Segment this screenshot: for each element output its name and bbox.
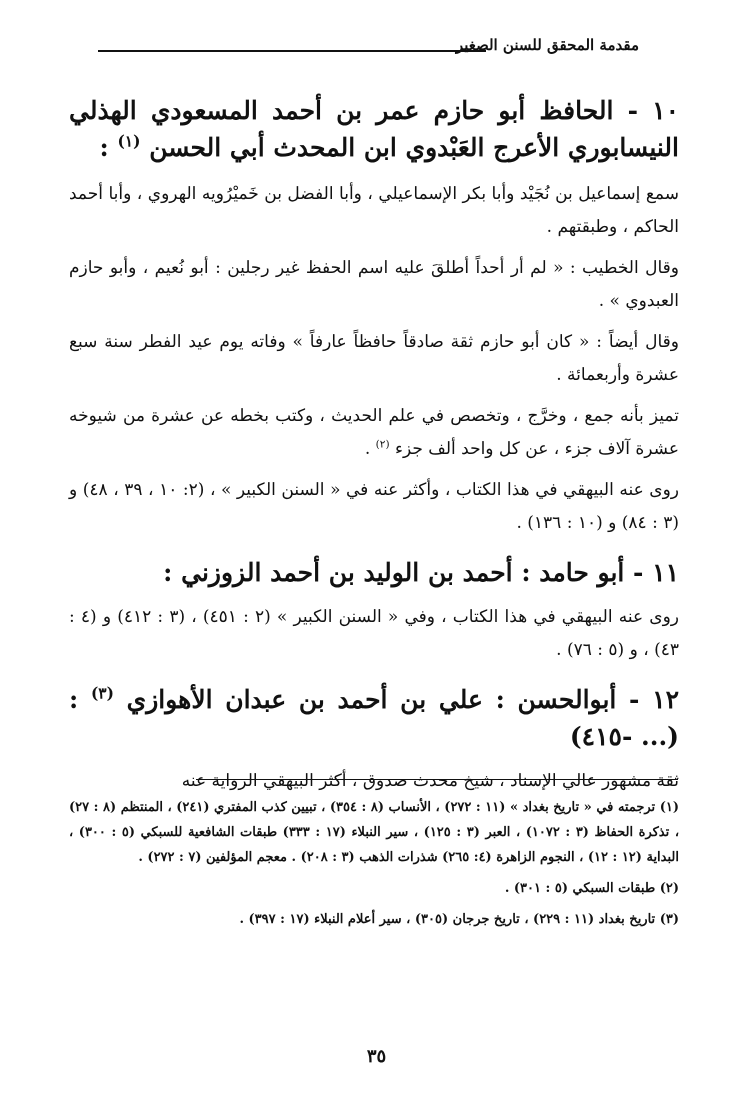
page-number: ٣٥ bbox=[366, 1046, 387, 1067]
entry-heading-11: ١١ - أبو حامد : أحمد بن الوليد بن أحمد الزوزني : bbox=[163, 558, 679, 587]
footnote-1: (١) ترجمته في « تاريخ بغداد » (١١ : ٢٧٢) ، الأنساب (٨ : ٣٥٤) ، تبيين كذب المفتري (٢٤١) ، المنتظم (٨ : ٢٧) ، تذكرة الحفاظ (٣ : ١٠٧٢) ، العبر (٣ : ١٢٥) ، سير النبلاء (١٧ : ٣٣٣) طبقات الشافعية للسبكي (٥ : ٣٠٠) ، البداية (١٢ : ١٢) ، النجوم الزاهرة (٤: ٢٦٥) شذرات الذهب (٣ : ٢٠٨) . معجم المؤلفين (٧ : ٢٧٢) . bbox=[69, 800, 680, 865]
entry-10-paragraph-1: سمع إسماعيل بن نُجَيْد وأبا بكر الإسماعيلي ، وأبا الفضل بن خَميْرُويه الهروي ، وأبا أحمد الحاكم ، وطبقتهم . bbox=[69, 184, 679, 237]
entry-10-paragraph-5: روى عنه البيهقي في هذا الكتاب ، وأكثر عنه في « السنن الكبير » ، (٢: ١٠ ، ٣٩ ، ٤٨) و (٣ : ٨٤) و (١٠ : ١٣٦) . bbox=[69, 480, 679, 533]
footnote-ref-1[interactable]: (١) bbox=[117, 131, 141, 151]
footnote-rule bbox=[196, 779, 678, 780]
entry-10-paragraph-3: وقال أيضاً : « كان أبو حازم ثقة صادقاً حافظاً عارفاً » وفاته يوم عيد الفطر سنة سبع عشرة وأربعمائة . bbox=[69, 332, 679, 385]
footnotes bbox=[69, 795, 679, 938]
entry-10-paragraph-2: وقال الخطيب : « لم أر أحداً أطلقَ عليه اسم الحفظ غير رجلين : أبو نُعيم ، وأبو حازم العبدوي » . bbox=[69, 258, 679, 311]
footnote-2: (٢) طبقات السبكي (٥ : ٣٠١) . bbox=[504, 881, 679, 896]
entry-10-paragraph-4: تميز بأنه جمع ، وخرَّج ، وتخصص في علم الحديث ، وكتب بخطه عن عشرة من شيوخه عشرة آلاف جزء ، عن كل واحد ألف جزء $^{(٢)}$ . bbox=[69, 406, 679, 459]
footnote-3: (٣) تاريخ بغداد (١١ : ٢٢٩) ، تاريخ جرجان (٣٠٥) ، سير أعلام النبلاء (١٧ : ٣٩٧) . bbox=[239, 912, 679, 927]
running-header: مقدمة المحقق للسنن الصغير bbox=[455, 36, 639, 54]
entry-11-paragraph-1: روى عنه البيهقي في هذا الكتاب ، وفي « السنن الكبير » (٢ : ٤٥١) ، (٣ : ٤١٢) و (٤ : ٤٣) ، و (٥ : ٧٦) . bbox=[69, 607, 679, 660]
header-rule bbox=[98, 50, 486, 52]
entry-heading-10: ١٠ - الحافظ أبو حازم عمر بن أحمد المسعودي الهذلي النيسابوري الأعرج العَبْدوي ابن المحدث أبي الحسن $^{(١)}$ : bbox=[69, 96, 679, 162]
main-text bbox=[69, 92, 679, 806]
footnote-ref-2[interactable]: (٢) bbox=[375, 438, 390, 451]
entry-12-paragraph-1: ثقة مشهور عالي الإسناد ، شيخ محدث صدوق ، أكثر البيهقي الرواية عنه bbox=[181, 771, 679, 791]
footnote-ref-3[interactable]: (٣) bbox=[90, 683, 114, 703]
entry-heading-12: ١٢ - أبوالحسن : علي بن أحمد بن عبدان الأهوازي $^{(٣)}$ : (... -٤١٥) bbox=[69, 683, 679, 751]
